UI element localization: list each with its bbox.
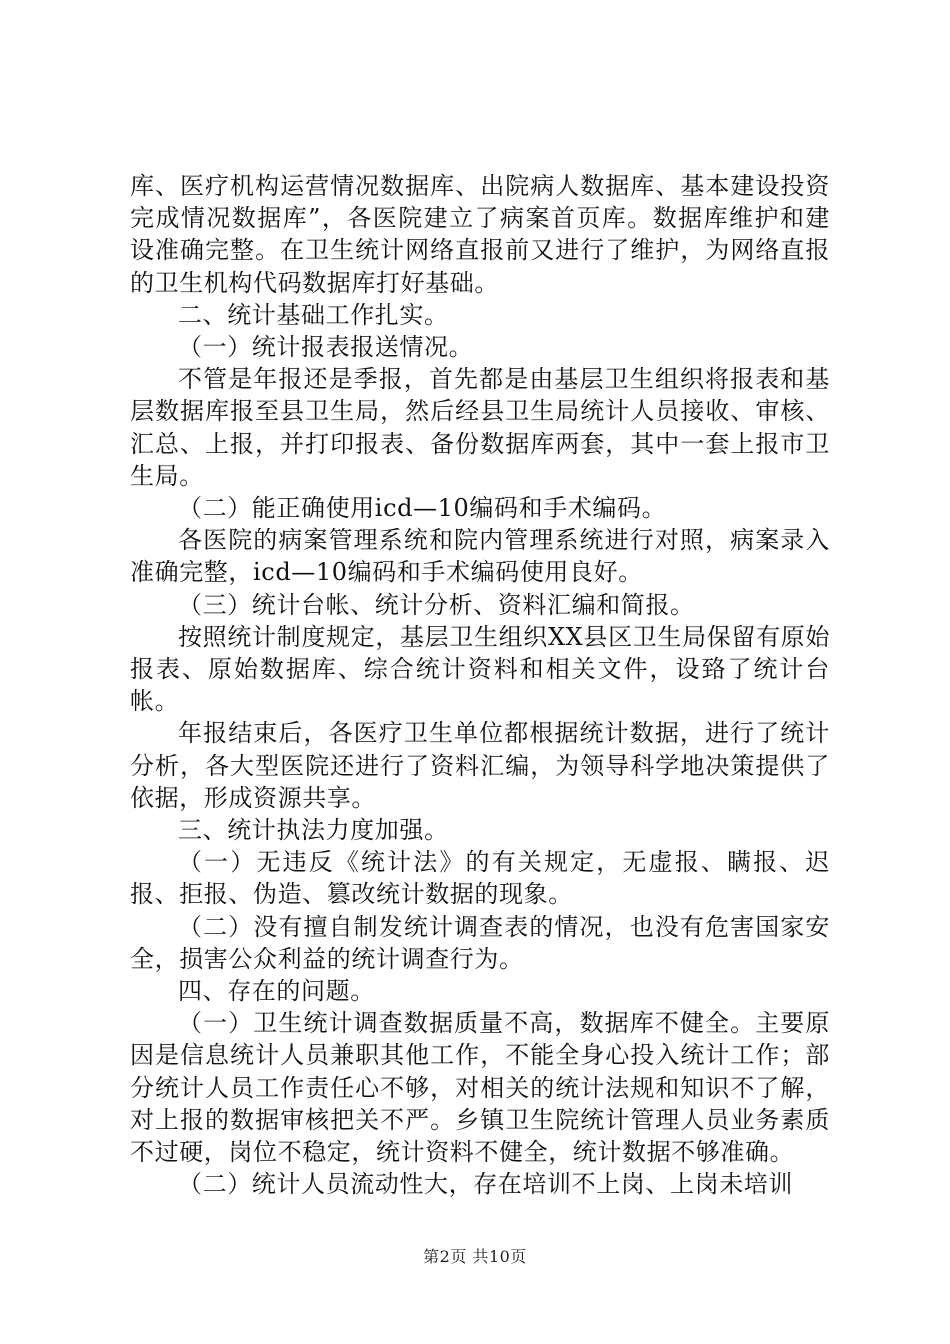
section-heading-4: 四、存在的问题。 — [178, 977, 375, 1006]
paragraph: 年报结束后，各医疗卫生单位都根据统计数据，进行了统计分析，各大型医院还进行了资料汇编，为领导科学地决策提供了依据，形成资源共享。 — [130, 719, 830, 812]
subheading-2-2: （二）能正确使用icd—10编码和手术编码。 — [178, 494, 667, 523]
subheading-2-3: （三）统计台帐、统计分析、资料汇编和简报。 — [178, 590, 695, 619]
paragraph-continuation: 库、医疗机构运营情况数据库、出院病人数据库、基本建设投资完成情况数据库”，各医院建立了病案首页库。数据库维护和建设准确完整。在卫生统计网络直报前又进行了维护，为网络直报的卫生机构代码数据库打好基础。 — [130, 172, 830, 297]
page-number-footer: 第2页 共10页 — [423, 1247, 527, 1266]
paragraph: 不管是年报还是季报，首先都是由基层卫生组织将报表和基层数据库报至县卫生局，然后经县卫生局统计人员接收、审核、汇总、上报，并打印报表、备份数据库两套，其中一套上报市卫生局。 — [130, 365, 830, 490]
document-body — [130, 170, 830, 1201]
section-heading-2: 二、统计基础工作扎实。 — [178, 300, 449, 329]
subheading-4-2: （二）统计人员流动性大，存在培训不上岗、上岗未培训 — [178, 1170, 793, 1199]
subheading-3-1: （一）无违反《统计法》的有关规定，无虚报、瞒报、迟报、拒报、伪造、篡改统计数据的现象。 — [130, 848, 830, 909]
paragraph: 按照统计制度规定，基层卫生组织XX县区卫生局保留有原始报表、原始数据库、综合统计资料和相关文件，设臵了统计台帐。 — [130, 622, 830, 716]
subheading-4-1: （一）卫生统计调查数据质量不高，数据库不健全。主要原因是信息统计人员兼职其他工作，不能全身心投入统计工作；部分统计人员工作责任心不够，对相关的统计法规和知识不了解，对上报的数据审核把关不严。乡镇卫生院统计管理人员业务素质不过硬，岗位不稳定，统计资料不健全，统计数据不够准确。 — [130, 1009, 830, 1167]
section-heading-3: 三、统计执法力度加强。 — [178, 816, 449, 845]
paragraph: 各医院的病案管理系统和院内管理系统进行对照，病案录入准确完整，icd—10编码和手术编码使用良好。 — [130, 526, 830, 587]
subheading-2-1: （一）统计报表报送情况。 — [178, 333, 474, 362]
subheading-3-2: （二）没有擅自制发统计调查表的情况，也没有危害国家安全，损害公众利益的统计调查行为。 — [130, 912, 830, 973]
